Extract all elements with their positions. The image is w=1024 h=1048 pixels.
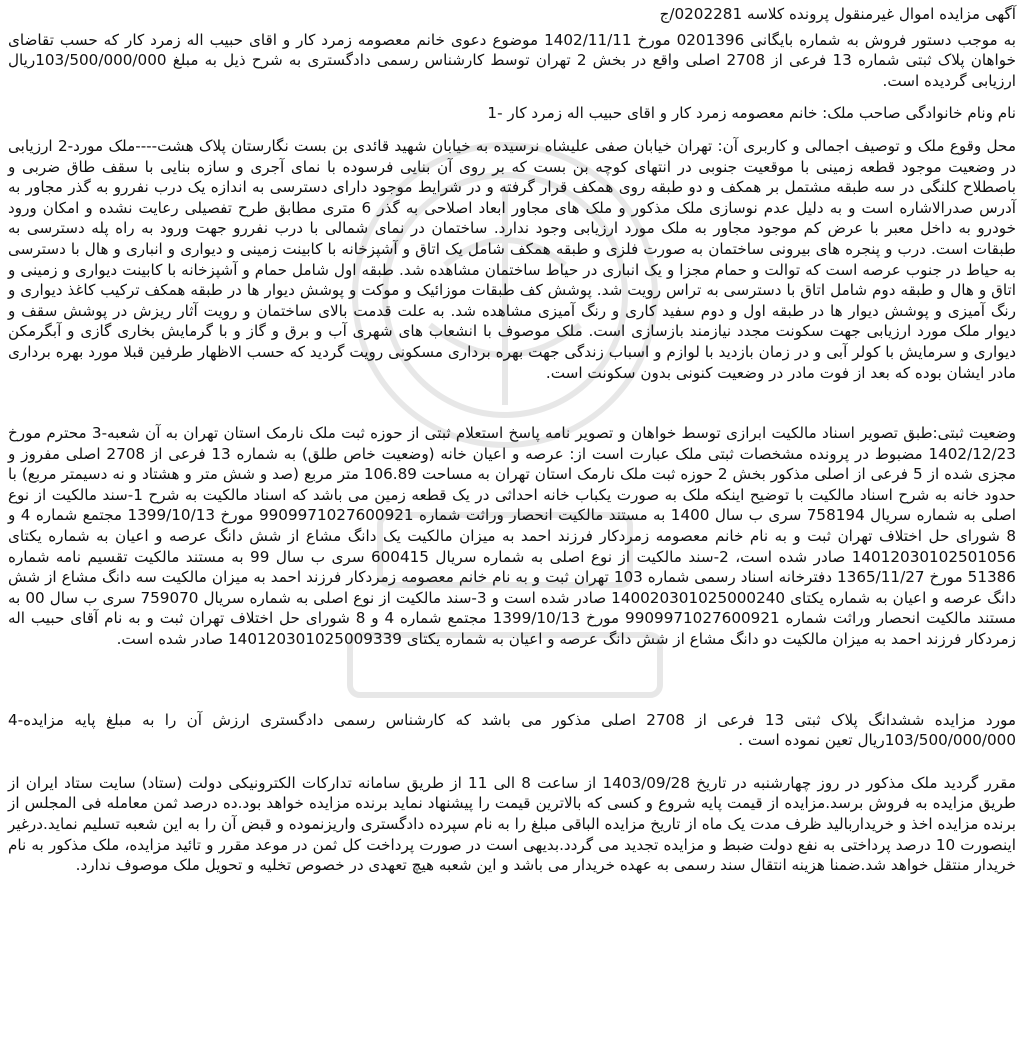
auction-subject-paragraph: مورد مزایده ششدانگ پلاک ثبتی 13 فرعی از 2708 اصلی مذکور می باشد که کارشناس رسمی دادگستری ارزش آن را به مبلغ پایه مزایده-4 103/500/000/000ریال تعین نموده است .	[8, 710, 1017, 750]
intro-paragraph: به موجب دستور فروش به شماره بایگانی 0201396 مورخ 1402/11/11 موضوع دعوی خانم معصومه زمرد کار و اقای حبیب اله زمرد کار که حسب تقاضای خواهان پلاک ثبتی شماره 13 فرعی از 2708 اصلی واقع در بخش 2 تهران توسط کارشناس رسمی دادگستری به شرح ذیل به مبلغ 103/500/000/000ریال ارزیابی گردیده است.	[8, 30, 1016, 90]
notice-title: آگهی مزایده اموال غیرمنقول پرونده کلاسه 0202281/ج	[659, 5, 1016, 23]
owner-line: نام ونام خانوادگی صاحب ملک: خانم معصومه زمرد کار و اقای حبیب اله زمرد کار -1	[487, 104, 1016, 123]
property-description-paragraph: محل وقوع ملک و توصیف اجمالی و کاربری آن: تهران خیابان صفی علیشاه نرسیده به خیابان شهید قائدی بن بست نگارستان پلاک هشت----ملک مورد-2 ارزیابی در وضعیت موجود قطعه زمینی با موقعیت جنوبی در انتهای کوچه بن بست که بر روی آن بنایی فرسوده با نمای آجری و سازه بنایی با سقف طاق ضربی و باصطلاح کلنگی در سه طبقه مشتمل بر همکف و دو طبقه روی همکف قرار گرفته و در شرایط موجود دارای دسترسی به اندازه یک درب نفررو به گذر مجاور به آدرس صدرالاشاره است و به دلیل عدم نوسازی ملک مذکور و ملک های مجاور ابعاد اصلاحی به گذر 6 متری مطابق طرح تفصیلی رعایت نشده و امکان ورود خودرو به داخل معبر با عرض کم موجود مجاور به ملک مورد ارزیابی وجود ندارد. ساختمان در نمای شمالی با درب نفررو جهت ورود به راه پله دسترسی به طبقات است. درب و پنجره های بیرونی ساختمان به صورت فلزی و طبقه همکف شامل یک اتاق و آشپزخانه با کابینت زمینی و دیواری و انباری و هال با دسترسی به حیاط در جنوب عرصه است که توالت و حمام مجزا و یک انباری در حیاط ساختمان مشاهده شد. طبقه اول شامل حمام و آشپزخانه با کابینت دیواری و زمینی و اتاق و هال و طبقه دوم شامل اتاق با دسترسی به تراس رویت شد. پوشش کف طبقات موزائیک و موکت و پوشش دیوار ها در طبقه همکف ترکیب کاغذ دیواری و رنگ آمیزی و پوشش دیوار ها در طبقه اول و دوم سفید کاری و رنگ آمیزی مشاهده شد. به علت قدمت بالای ساختمان و رویت آثار ریزش در پوشش سقف و دیوار ملک مورد ارزیابی جهت سکونت مجدد نیازمند بازسازی است. ملک موصوف با انشعاب های شهری آب و برق و گاز و با گرمایش بخاری گازی و آبگرمکن دیواری و سرمایش با کولر آبی و در زمان بازدید با لوازم و اسباب زندگی جهت بهره برداری مسکونی رویت گردید که حسب الاظهار طرفین قبلا مورد بهره برداری مادر ایشان بوده که بعد از فوت مادر در وضعیت کنونی بدون سکونت است.	[8, 136, 1016, 382]
auction-terms-paragraph: مقرر گردید ملک مذکور در روز چهارشنبه در تاریخ 1403/09/28 از ساعت 8 الی 11 از طریق سامانه تدارکات الکترونیکی دولت (ستاد) سایت ستاد ایران از طریق مزایده به فروش برسد.مزایده از قیمت پایه شروع و کسی که بالاترین قیمت را پیشنهاد نماید برنده مزایده خواهد بود.ده درصد ثمن معامله فی المجلس از برنده مزایده اخذ و خریداربالید ظرف مدت یک ماه از تاریخ مزایده الباقی مبلغ را به نام سپرده دادگستری واریزنموده و قبض آن را به این شعبه تسلیم نماید.درغیر اینصورت 10 درصد پرداختی به نفع دولت ضبط و مزایده تجدید می گردد.بدیهی است در صورت پرداخت کل ثمن در موعد مقرر و تائید مزایده، ملک مذکور به نام خریدار منتقل خواهد شد.ضمنا هزینه انتقال سند رسمی به عهده خریدار می باشد و این شعبه هیچ تعهدی در خصوص تخلیه و تحویل ملک موصوف ندارد.	[8, 773, 1016, 875]
registration-status-paragraph: وضعیت ثبتی:طبق تصویر اسناد مالکیت ابرازی توسط خواهان و تصویر نامه پاسخ استعلام ثبتی از حوزه ثبت ملک نارمک استان تهران به آن شعبه-3 محترم مورخ 1402/12/23 مضبوط در پرونده مشخصات ثبتی ملک عبارت است از: عرصه و اعیان خانه (وضعیت خاص طلق) به شماره 13 فرعی از 2708 اصلی مفروز و مجزی شده از 5 فرعی از اصلی مذکور بخش 2 حوزه ثبت ملک نارمک استان تهران به مساحت 106.89 متر مربع (صد و شش متر و هشتاد و نه دسیمتر مربع) با حدود خانه به شرح اسناد مالکیت با توضیح اینکه ملک به صورت یکباب خانه احداثی در یک قطعه زمین می باشد که اسناد مالکیت به شرح 1-سند مالکیت از نوع اصلی به شماره سریال 758194 سری ب سال 1400 به مستند مالکیت انحصار وراثت شماره 9909971027600921 مورخ 1399/10/13 مجتمع شماره 4 و 8 شورای حل اختلاف تهران ثبت و به نام خانم معصومه زمردکار فرزند احمد به میزان مالکیت یک دانگ مشاع از شش دانگ عرصه و اعیان به شماره یکتای 14012030102501056 صادر شده است، 2-سند مالکیت از نوع اصلی به شماره سریال 600415 سری ب سال 99 به مستند مالکیت تقسیم نامه شماره 51386 مورخ 1365/11/27 دفترخانه اسناد رسمی شماره 103 تهران ثبت و به نام خانم معصومه زمردکار فرزند احمد به میزان مالکیت سه دانگ مشاع از شش دانگ عرصه و اعیان به شماره یکتای 140020301025000240 صادر شده است و 3-سند مالکیت از نوع اصلی به شماره سریال 759070 سری ب سال 00 به مستند مالکیت انحصار وراثت شماره 9909971027600921 مورخ 1399/10/13 مجتمع شماره 4 و 8 شورای حل اختلاف تهران ثبت و به نام آقای حبیب اله زمردکار فرزند احمد به میزان مالکیت دو دانگ مشاع از شش دانگ عرصه و اعیان به شماره یکتای 140120301025009339 صادر شده است.	[8, 424, 1016, 649]
